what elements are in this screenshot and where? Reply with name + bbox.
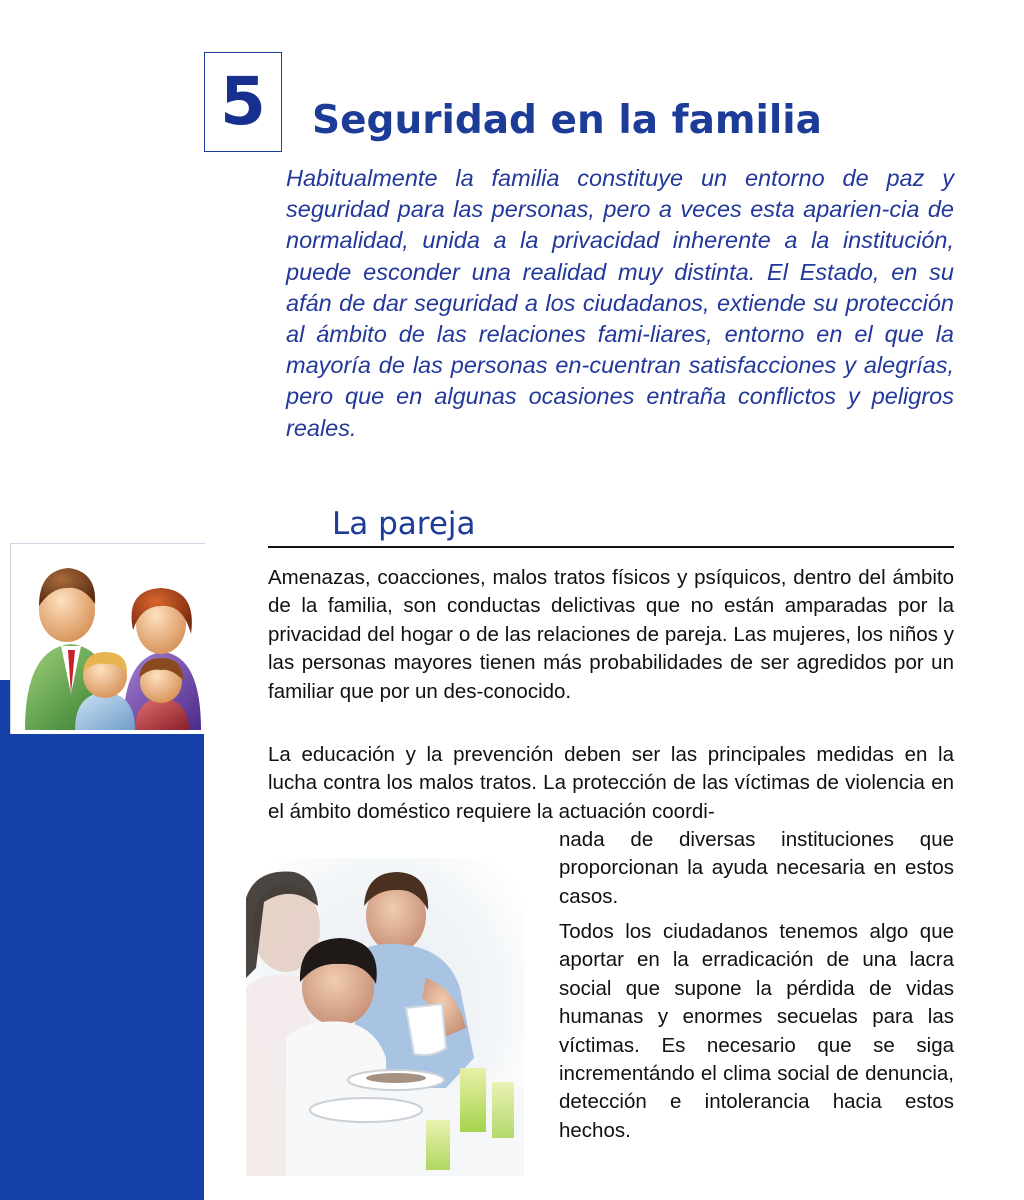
family-breakfast-photo bbox=[246, 858, 524, 1176]
section-title: La pareja bbox=[332, 506, 476, 542]
family-icon-svg bbox=[11, 544, 205, 734]
chapter-title: Seguridad en la familia bbox=[312, 98, 822, 143]
paragraph-1: Amenazas, coacciones, malos tratos físicos y psíquicos, dentro del ámbito de la familia, son conductas delictivas que no están amparadas por la privacidad del hogar o de las relaciones de pareja. Las mujeres, los niños y las personas mayores tienen más probabilidades de ser agredidos por un familiar que por un des-conocido. bbox=[268, 566, 954, 703]
chapter-intro: Habitualmente la familia constituye un entorno de paz y seguridad para las personas, pero a veces esta aparien-cia de normalidad, unida a la privacidad inherente a la institución, puede esconder una realidad muy distinta. El Estado, en su afán de dar seguridad a los ciudadanos, extiende su protección al ámbito de las relaciones fami-liares, entorno en el que la mayoría de las personas en-cuentran satisfacciones y alegrías, pero que en algunas ocasiones entraña conflictos y peligros reales. bbox=[286, 165, 954, 441]
family-icon bbox=[10, 543, 205, 734]
paragraph-3: Todos los ciudadanos tenemos algo que aportar en la erradicación de una lacra social que supone la pérdida de vidas humanas y enormes secuelas para las víctimas. Es necesario que se siga incrementándo el clima social de denuncia, detección e intolerancia hacia estos hechos. bbox=[559, 920, 954, 1142]
paragraph-2-continued: nada de diversas instituciones que proporcionan la ayuda necesaria en estos casos. bbox=[559, 828, 954, 908]
section-divider bbox=[268, 546, 954, 548]
paragraph-2: La educación y la prevención deben ser las principales medidas en la lucha contra los malos tratos. La protección de las víctimas de violencia en el ámbito doméstico requiere la actuación coordi- bbox=[268, 743, 954, 823]
chapter-number: 5 bbox=[220, 63, 266, 140]
blue-side-band bbox=[0, 680, 204, 1200]
family-breakfast-photo-svg bbox=[246, 858, 524, 1176]
chapter-number-box bbox=[204, 52, 282, 152]
